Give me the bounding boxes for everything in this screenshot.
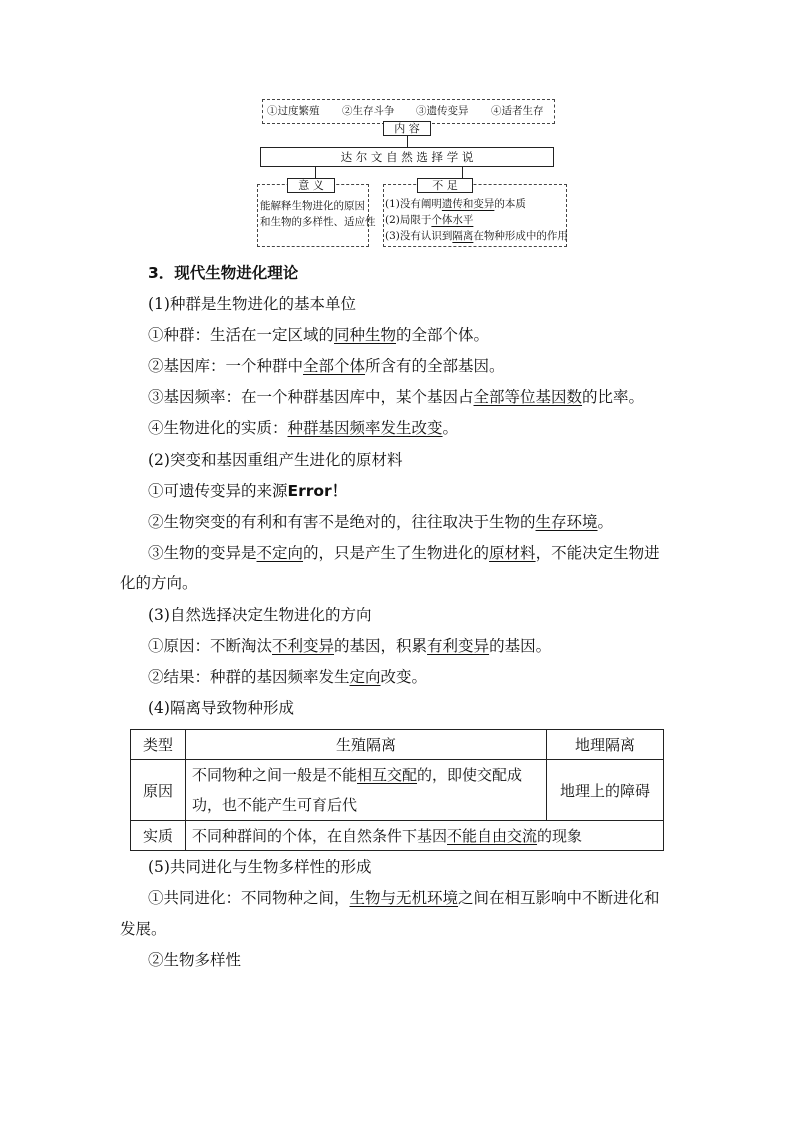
line-population-def: ①种群：生活在一定区域的同种生物的全部个体。 [148,326,490,344]
line-evolution-essence: ④生物进化的实质：种群基因频率发生改变。 [148,419,459,437]
table-cell: 不同种群间的个体，在自然条件下基因不能自由交流的现象 [186,821,664,851]
shortcomings-list [385,196,568,244]
line-selection-result: ②结果：种群的基因频率发生定向改变。 [148,668,428,686]
shortcoming-item: (1)没有阐明遗传和变异的本质 [385,198,526,210]
table-cell: 原因 [131,760,186,821]
error-text: Error！ [287,482,348,500]
line-gene-frequency: ③基因频率：在一个种群基因库中，某个基因占全部等位基因数的比率。 [148,388,645,406]
shortcoming-item: (2)局限于个体水平 [385,214,474,226]
line-variation-direction-cont: 化的方向。 [120,574,198,592]
table-header: 类型 [131,730,186,760]
subheading-selection: (3)自然选择决定生物进化的方向 [148,606,372,624]
subheading-coevolution: (5)共同进化与生物多样性的形成 [148,858,372,876]
line-selection-cause: ①原因：不断淘汰不利变异的基因，积累有利变异的基因。 [148,637,552,655]
factor-item-1: ①过度繁殖 [267,105,320,117]
subheading-isolation: (4)隔离导致物种形成 [148,699,294,717]
shortcomings-label: 不 足 [417,178,473,193]
line-variation-direction: ③生物的变异是不定向的，只是产生了生物进化的原材料，不能决定生物进 [148,544,660,562]
factor-item-3: ③遗传变异 [416,105,469,117]
line-mutation-harm: ②生物突变的有利和有害不是绝对的，往往取决于生物的生存环境。 [148,513,614,531]
table-header: 生殖隔离 [186,730,547,760]
subheading-mutation: (2)突变和基因重组产生进化的原材料 [148,451,403,469]
factor-item-2: ②生存斗争 [342,105,395,117]
factor-item-4: ④适者生存 [491,105,544,117]
line-coevolution: ①共同进化：不同物种之间，生物与无机环境之间在相互影响中不断进化和 [148,889,660,907]
isolation-table [130,729,664,851]
table-cell: 地理上的障碍 [547,760,664,821]
shortcoming-item: (3)没有认识到隔离在物种形成中的作用 [385,230,568,242]
line-coevolution-cont: 发展。 [120,920,167,938]
table-row [131,821,664,851]
significance-text: 能解释生物进化的原因 和生物的多样性、适应性 [260,200,376,228]
subheading-population: (1)种群是生物进化的基本单位 [148,295,356,313]
content-label: 内 容 [383,121,431,136]
table-row [131,760,664,821]
table-header-row [131,730,664,760]
significance-label: 意 义 [287,178,335,193]
line-gene-pool: ②基因库：一个种群中全部个体所含有的全部基因。 [148,357,505,375]
line-biodiversity: ②生物多样性 [148,951,242,969]
connector-line [407,136,408,147]
line-variation-source: ①可遗传变异的来源Error！ [148,482,348,500]
table-header: 地理隔离 [547,730,664,760]
table-cell: 不同物种之间一般是不能相互交配的，即使交配成 功，也不能产生可育后代 [186,760,547,821]
darwin-theory-title: 达 尔 文 自 然 选 择 学 说 [260,147,554,167]
table-cell: 实质 [131,821,186,851]
section-heading: 3．现代生物进化理论 [148,264,299,282]
